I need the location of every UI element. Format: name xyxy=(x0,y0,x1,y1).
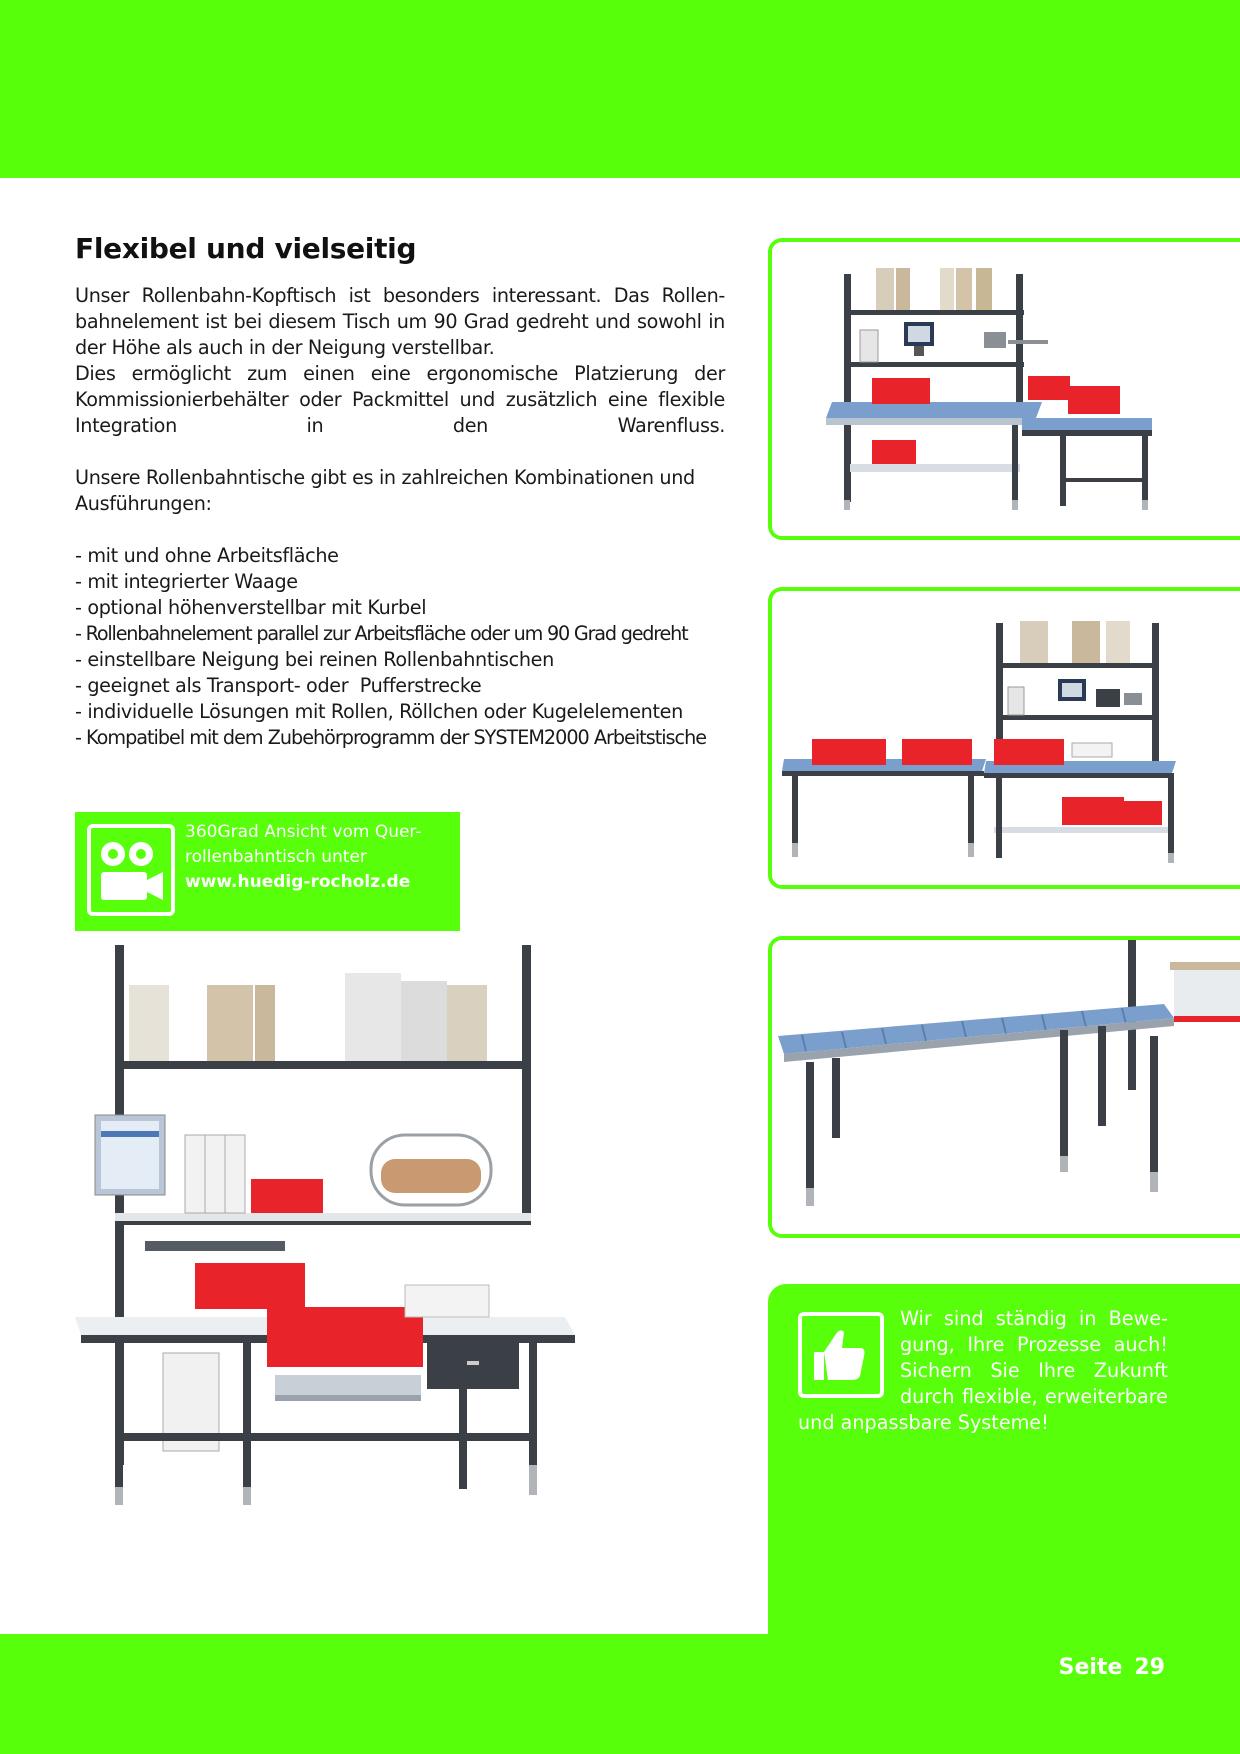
bottom-green-band xyxy=(0,1634,1240,1754)
feature-item: - geeignet als Transport- oder Pufferstrecke xyxy=(75,674,482,697)
cta-text xyxy=(798,1306,1168,1436)
product-photo-1 xyxy=(768,238,1240,540)
product-photo-3 xyxy=(768,936,1240,1238)
page-label: Seite xyxy=(1058,1655,1123,1680)
page-value: 29 xyxy=(1134,1655,1165,1680)
intro-paragraph-1: Unser Rollenbahn-Kopftisch ist besonders interessant. Das Rollen-bahnelement ist bei diesem Tisch um 90 Grad gedreht und sowohl in der Höhe als auch in der Neigung verstellbar. xyxy=(75,284,725,359)
feature-item: - mit und ohne Arbeitsfläche xyxy=(75,544,339,567)
feature-item: - individuelle Lösungen mit Rollen, Röllchen oder Kugelelementen xyxy=(75,700,683,723)
website-link[interactable]: www.huedig-rocholz.de xyxy=(185,872,411,892)
feature-item: - Rollenbahnelement parallel zur Arbeitsfläche oder um 90 Grad gedreht xyxy=(75,622,688,645)
intro-paragraph-2: Dies ermöglicht zum einen eine ergonomische Platzierung der Kommissionierbehälter oder Packmittel und zusätzlich eine flexible Integration in den Warenfluss. xyxy=(75,362,725,437)
page-number xyxy=(1059,1655,1165,1680)
feature-list xyxy=(75,543,725,751)
top-green-band xyxy=(0,0,1240,178)
body-text xyxy=(75,283,725,751)
feature-item: - optional höhenverstellbar mit Kurbel xyxy=(75,596,427,619)
video-text-line-2: rollenbahntisch unter xyxy=(185,847,367,867)
feature-item: - Kompatibel mit dem Zubehörprogramm der SYSTEM2000 Arbeitstische xyxy=(75,726,707,749)
video-text-line-1: 360Grad Ansicht vom Quer- xyxy=(185,822,422,842)
main-product-photo xyxy=(75,945,635,1565)
video-hint-box xyxy=(75,812,460,931)
video-hint-text xyxy=(185,820,455,895)
variants-intro: Unsere Rollenbahntische gibt es in zahlreichen Kombinationen und Ausführungen: xyxy=(75,466,695,515)
video-camera-icon xyxy=(87,824,175,916)
feature-item: - einstellbare Neigung bei reinen Rollenbahntischen xyxy=(75,648,554,671)
cta-paragraph: Wir sind ständig in Bewe-gung, Ihre Prozesse auch! Sichern Sie Ihre Zukunft durch flexible, erweiterbare und anpassbare Systeme! xyxy=(798,1307,1168,1434)
product-photo-2 xyxy=(768,587,1240,889)
feature-item: - mit integrierter Waage xyxy=(75,570,298,593)
page-title: Flexibel und vielseitig xyxy=(75,232,417,265)
